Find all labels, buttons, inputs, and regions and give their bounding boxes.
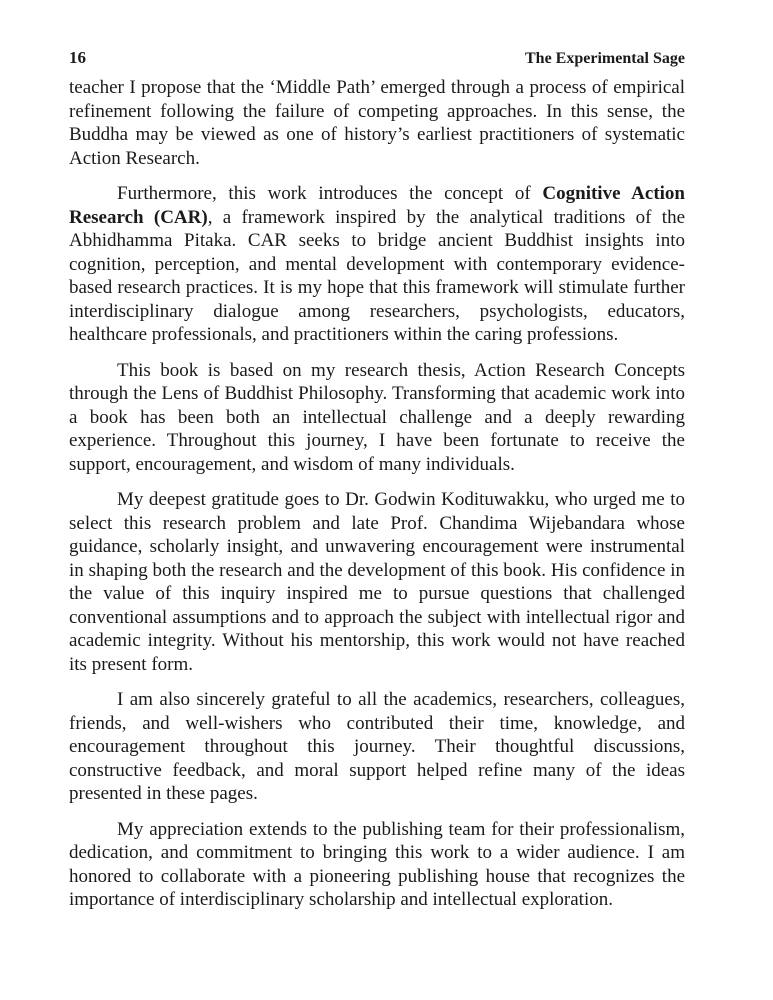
page-number: 16 — [69, 48, 86, 67]
body-text — [69, 76, 685, 912]
paragraph-car-rest: , a framework inspired by the analytical traditions of the Abhidhamma Pitaka. CAR seeks to bridge ancient Buddhist insights into cognition, perception, and mental development with contemporary evidence-based research practices. It is my hope that this framework will stimulate further interdisciplinary dialogue among researchers, psychologists, educators, healthcare professionals, and practitioners within the caring professions. — [69, 206, 685, 345]
paragraph-car-lead: Furthermore, this work introduces the concept of — [117, 183, 543, 204]
paragraph-thesis: This book is based on my research thesis, Action Research Concepts through the Lens of Buddhist Philosophy. Transforming that academic work into a book has been both an intellectual challenge and a deeply rewarding experience. Throughout this journey, I have been fortunate to receive the support, encouragement, and wisdom of many individuals. — [69, 359, 685, 475]
running-header — [69, 48, 685, 76]
paragraph-continuation: teacher I propose that the ‘Middle Path’ emerged through a process of empirical refinement following the failure of competing approaches. In this sense, the Buddha may be viewed as one of history’s earliest practitioners of systematic Action Research. — [69, 77, 685, 169]
car-term: Cognitive Action Research (CAR) — [69, 183, 685, 228]
book-page — [69, 48, 685, 924]
running-title: The Experimental Sage — [525, 50, 685, 67]
paragraph-gratitude: My deepest gratitude goes to Dr. Godwin Kodituwakku, who urged me to select this research problem and late Prof. Chandima Wijebandara whose guidance, scholarly insight, and unwavering encouragement were instrumental in shaping both the research and the development of this book. His confidence in the value of this inquiry inspired me to pursue questions that challenged conventional assumptions and to approach the subject with intellectual rigor and academic integrity. Without his mentorship, this work would not have reached its present form. — [69, 489, 685, 675]
paragraph-car-concept — [69, 182, 685, 347]
paragraph-colleagues: I am also sincerely grateful to all the academics, researchers, colleagues, friends, and well-wishers who contributed their time, knowledge, and encouragement throughout this journey. Their thoughtful discussions, constructive feedback, and moral support helped refine many of the ideas presented in these pages. — [69, 689, 685, 804]
paragraph-publisher: My appreciation extends to the publishing team for their professionalism, dedication, and commitment to bringing this work to a wider audience. I am honored to collaborate with a pioneering publishing house that recognizes the importance of interdisciplinary scholarship and intellectual exploration. — [69, 818, 685, 910]
